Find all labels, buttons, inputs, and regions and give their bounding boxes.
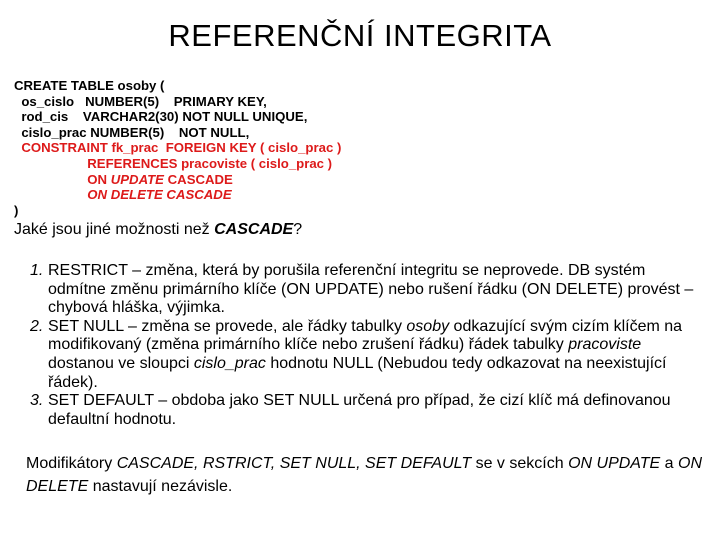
sql-keyword: CREATE TABLE <box>14 78 114 93</box>
sql-text: , <box>245 124 250 140</box>
sql-line-3 <box>14 109 341 125</box>
sql-keyword: NOT NULL <box>178 124 246 140</box>
sql-line-5 <box>14 140 341 156</box>
sql-text: , <box>263 93 267 109</box>
item-number: 2. <box>30 317 44 335</box>
sql-text: ( cislo_prac ) <box>256 140 342 156</box>
sql-line-2 <box>14 94 341 110</box>
list-item <box>30 392 700 429</box>
slide-title: REFERENČNÍ INTEGRITA <box>168 18 552 53</box>
sql-line-8: ON DELETE CASCADE <box>14 187 232 203</box>
item-number: 3. <box>30 392 44 410</box>
item-text: dostanou ve sloupci <box>48 354 194 372</box>
item-italic: osoby <box>406 317 450 335</box>
sql-line-6 <box>14 156 341 172</box>
item-italic: cislo_prac <box>193 354 266 372</box>
footer-text: se v sekcích <box>471 455 569 472</box>
question-text <box>14 221 302 239</box>
item-text: RESTRICT – změna, která by porušila referenční integritu se neprovede. DB systém odmítne změnu primárního klíče (ON UPDATE) nebo rušení řádku (ON DELETE) provést – chybová hláška, výjimka. <box>48 262 694 317</box>
item-text: SET DEFAULT – obdoba jako SET NULL určená pro případ, že cizí klíč má definovanou defaultní hodnotu. <box>48 392 671 428</box>
sql-text: , <box>303 109 308 125</box>
list-item <box>30 318 700 392</box>
list-item <box>30 262 700 318</box>
sql-keyword: PRIMARY KEY <box>173 93 264 109</box>
footer-text: Modifikátory <box>26 455 117 472</box>
question-pre: Jaké jsou jiné možnosti než <box>14 221 215 238</box>
sql-keyword: NOT NULL UNIQUE <box>182 109 304 125</box>
sql-text: pracoviste ( cislo_prac ) <box>177 155 333 171</box>
sql-text: CASCADE <box>163 171 233 187</box>
item-italic: pracoviste <box>568 336 642 354</box>
sql-text: rod_cis VARCHAR2(30) <box>14 109 183 125</box>
sql-text: ON <box>14 171 111 187</box>
sql-code-block <box>14 78 341 218</box>
sql-line-4 <box>14 125 341 141</box>
footer-text: nastavují nezávisle. <box>88 478 233 495</box>
sql-text: fk_prac <box>107 140 166 156</box>
item-text: SET NULL – změna se provede, ale řádky tabulky <box>48 317 407 335</box>
question-keyword: CASCADE <box>214 221 294 238</box>
item-number: 1. <box>30 262 44 279</box>
sql-keyword: REFERENCES <box>14 155 178 171</box>
options-list <box>30 262 700 429</box>
footer-italic: ON DELETE <box>26 455 703 495</box>
sql-text: os_cislo NUMBER(5) <box>14 93 174 109</box>
footer-italic: CASCADE, RSTRICT, SET NULL, SET DEFAULT <box>116 455 472 472</box>
sql-text: cislo_prac NUMBER(5) <box>14 124 179 140</box>
item-text: hodnotu NULL (Nebudou tedy odkazovat na neexistující řádek). <box>48 354 667 391</box>
footer-text: a <box>660 455 679 472</box>
footer-note <box>26 452 706 498</box>
question-post: ? <box>293 221 303 238</box>
sql-text: osoby ( <box>113 78 165 93</box>
footer-italic: ON UPDATE <box>568 455 661 472</box>
sql-line-7 <box>14 172 341 188</box>
sql-line-9: ) <box>14 202 19 218</box>
sql-keyword: CONSTRAINT <box>14 140 108 156</box>
item-text: odkazující svým cizím klíčem na modifikovaný (změna primárního klíče nebo zrušení řádku) řádek tabulky <box>48 317 683 354</box>
sql-keyword: FOREIGN KEY <box>165 140 257 156</box>
sql-italic: UPDATE <box>110 171 164 187</box>
sql-line-1 <box>14 78 341 94</box>
